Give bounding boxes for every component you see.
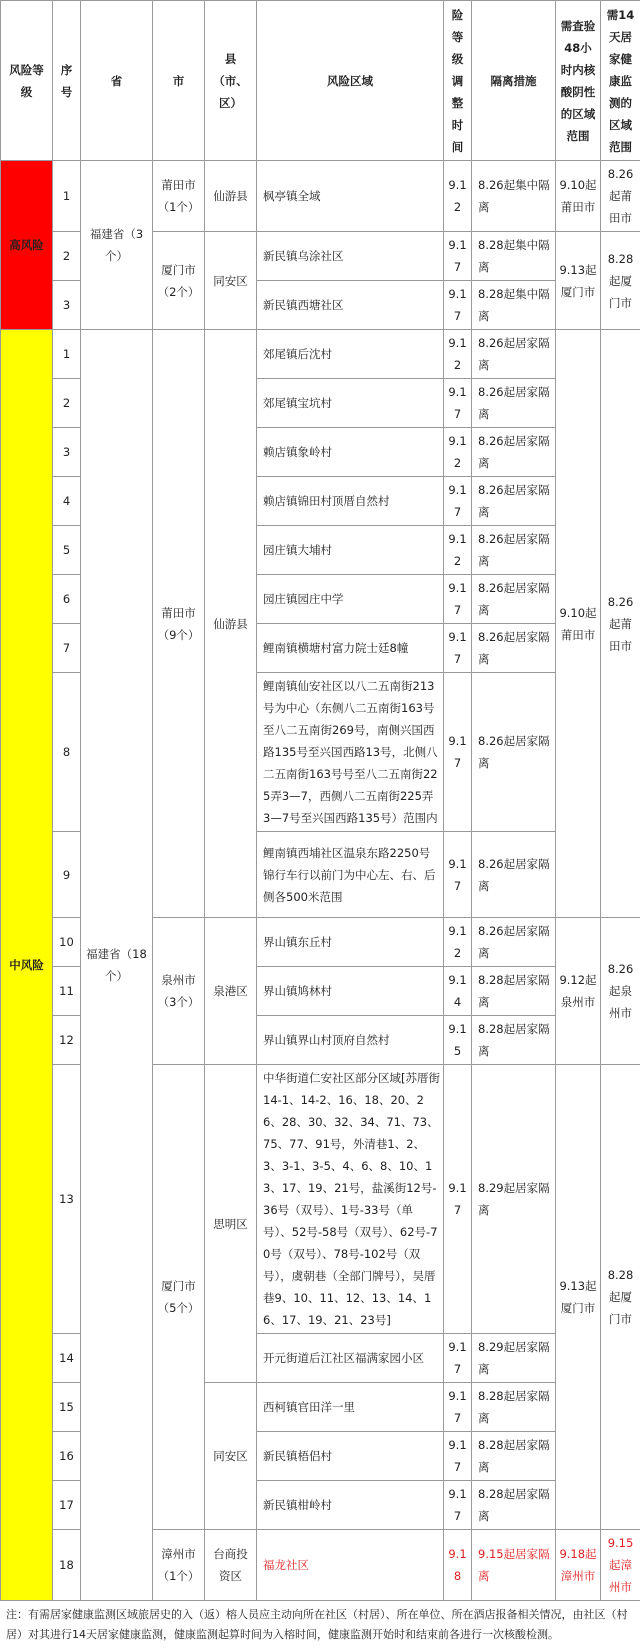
date-cell: 9.17 xyxy=(444,1065,472,1334)
area-cell: 新民镇柑岭村 xyxy=(257,1481,444,1530)
row-no: 16 xyxy=(53,1432,81,1481)
area-cell: 赖店镇锦田村顶厝自然村 xyxy=(257,477,444,526)
row-no: 6 xyxy=(53,575,81,624)
measure-cell: 8.26起居家隔离 xyxy=(472,428,556,477)
date-cell: 9.12 xyxy=(444,161,472,232)
footnote: 注：有需居家健康监测区域旅居史的入（返）榕人员应主动向所在社区（村居）、所在单位、所在酒店报备相关情况，由社区（村居）对其进行14天居家健康监测，健康监测起算时间为入榕时间，健康监测开始时和结束前各进行一次核酸检测。 xyxy=(0,1601,640,1649)
row-no: 5 xyxy=(53,526,81,575)
row-no: 12 xyxy=(53,1016,81,1065)
monitor-scope-cell: 9.15起漳州市 xyxy=(601,1530,640,1601)
measure-cell: 8.26起居家隔离 xyxy=(472,918,556,967)
row-no: 2 xyxy=(53,232,81,281)
area-cell: 园庄镇大埔村 xyxy=(257,526,444,575)
area-cell: 西柯镇官田洋一里 xyxy=(257,1383,444,1432)
province-cell: 福建省（18个） xyxy=(81,330,153,1601)
date-cell: 9.18 xyxy=(444,1530,472,1601)
header-no: 序号 xyxy=(53,1,81,161)
header-area: 风险区域 xyxy=(257,1,444,161)
area-cell: 界山镇界山村顶府自然村 xyxy=(257,1016,444,1065)
row-no: 1 xyxy=(53,330,81,379)
date-cell: 9.17 xyxy=(444,281,472,330)
measure-cell: 8.28起居家隔离 xyxy=(472,967,556,1016)
county-cell: 思明区 xyxy=(205,1065,257,1383)
row-no: 9 xyxy=(53,832,81,918)
date-cell: 9.17 xyxy=(444,1481,472,1530)
measure-cell: 8.26起居家隔离 xyxy=(472,379,556,428)
date-cell: 9.17 xyxy=(444,832,472,918)
city-cell: 泉州市（3个） xyxy=(153,918,205,1065)
measure-cell: 8.28起居家隔离 xyxy=(472,1383,556,1432)
county-cell: 仙游县 xyxy=(205,330,257,918)
test-scope-cell: 9.12起泉州市 xyxy=(556,918,601,1065)
row-no: 17 xyxy=(53,1481,81,1530)
area-cell: 园庄镇园庄中学 xyxy=(257,575,444,624)
date-cell: 9.12 xyxy=(444,330,472,379)
measure-cell: 8.28起集中隔离 xyxy=(472,281,556,330)
row-no: 1 xyxy=(53,161,81,232)
date-cell: 9.17 xyxy=(444,673,472,832)
date-cell: 9.14 xyxy=(444,967,472,1016)
date-cell: 9.17 xyxy=(444,232,472,281)
row-no: 14 xyxy=(53,1334,81,1383)
county-cell: 台商投资区 xyxy=(205,1530,257,1601)
province-cell: 福建省（3个） xyxy=(81,161,153,330)
measure-cell: 8.26起居家隔离 xyxy=(472,477,556,526)
date-cell: 9.17 xyxy=(444,624,472,673)
measure-cell: 8.26起居家隔离 xyxy=(472,526,556,575)
area-cell: 福龙社区 xyxy=(257,1530,444,1601)
area-cell: 赖店镇象岭村 xyxy=(257,428,444,477)
monitor-scope-cell: 8.28起厦门市 xyxy=(601,1065,640,1530)
city-cell: 莆田市（9个） xyxy=(153,330,205,918)
header-date: 险等级调整时间 xyxy=(444,1,472,161)
row-no: 4 xyxy=(53,477,81,526)
area-cell: 新民镇西塘社区 xyxy=(257,281,444,330)
row-no: 10 xyxy=(53,918,81,967)
test-scope-cell: 9.13起厦门市 xyxy=(556,1065,601,1530)
area-cell: 鲤南镇横塘村富力院士廷8幢 xyxy=(257,624,444,673)
measure-cell: 8.26起集中隔离 xyxy=(472,161,556,232)
row-no: 18 xyxy=(53,1530,81,1601)
area-cell: 新民镇梧侣村 xyxy=(257,1432,444,1481)
county-cell: 泉港区 xyxy=(205,918,257,1065)
measure-cell: 8.28起居家隔离 xyxy=(472,1016,556,1065)
measure-cell: 8.26起居家隔离 xyxy=(472,673,556,832)
date-cell: 9.17 xyxy=(444,575,472,624)
monitor-scope-cell: 8.26起莆田市 xyxy=(601,161,640,232)
date-cell: 9.12 xyxy=(444,918,472,967)
row-no: 7 xyxy=(53,624,81,673)
header-level: 风险等级 xyxy=(1,1,53,161)
test-scope-cell: 9.13起厦门市 xyxy=(556,232,601,330)
level-mid: 中风险 xyxy=(1,330,53,1601)
county-cell: 同安区 xyxy=(205,1383,257,1530)
header-monitor-scope: 需14天居家健康监测的区域范围 xyxy=(601,1,640,161)
city-cell: 莆田市（1个） xyxy=(153,161,205,232)
city-cell: 漳州市（1个） xyxy=(153,1530,205,1601)
row-no: 3 xyxy=(53,281,81,330)
test-scope-cell: 9.10起莆田市 xyxy=(556,330,601,918)
area-cell: 新民镇乌涂社区 xyxy=(257,232,444,281)
measure-cell: 8.26起居家隔离 xyxy=(472,832,556,918)
header-city: 市 xyxy=(153,1,205,161)
date-cell: 9.17 xyxy=(444,1334,472,1383)
row-no: 8 xyxy=(53,673,81,832)
measure-cell: 8.28起居家隔离 xyxy=(472,1432,556,1481)
measure-cell: 8.29起居家隔离 xyxy=(472,1334,556,1383)
measure-cell: 8.26起居家隔离 xyxy=(472,575,556,624)
monitor-scope-cell: 8.26起莆田市 xyxy=(601,330,640,918)
header-county: 县（市、区） xyxy=(205,1,257,161)
measure-cell: 8.26起居家隔离 xyxy=(472,624,556,673)
area-cell: 界山镇东丘村 xyxy=(257,918,444,967)
measure-cell: 8.28起居家隔离 xyxy=(472,1481,556,1530)
area-cell: 鲤南镇西埔社区温泉东路2250号锦行车行以前门为中心左、右、后侧各500米范围 xyxy=(257,832,444,918)
header-test-scope: 需查验48小时内核酸阴性的区域范围 xyxy=(556,1,601,161)
monitor-scope-cell: 8.28起厦门市 xyxy=(601,232,640,330)
level-high: 高风险 xyxy=(1,161,53,330)
test-scope-cell: 9.10起莆田市 xyxy=(556,161,601,232)
row-no: 13 xyxy=(53,1065,81,1334)
date-cell: 9.15 xyxy=(444,1016,472,1065)
date-cell: 9.17 xyxy=(444,477,472,526)
test-scope-cell: 9.18起漳州市 xyxy=(556,1530,601,1601)
area-cell: 中华街道仁安社区部分区域[苏厝街14-1、14-2、16、18、20、26、28、30、32、34、71、73、75、77、91号，外清巷1、2、3、3-1、3-5、4、6、8、10、13、17、19、21号，盐溪街12号-36号（双号）、1号-33号（单号）、52号-58号（双号）、62号-70号（双号）、78号-102号（双号），虞朝巷（全部门牌号），吴厝巷9、10、11、12、13、14、16、17、19、21、23号] xyxy=(257,1065,444,1334)
date-cell: 9.12 xyxy=(444,526,472,575)
measure-cell: 8.28起集中隔离 xyxy=(472,232,556,281)
date-cell: 9.17 xyxy=(444,1383,472,1432)
row-no: 3 xyxy=(53,428,81,477)
city-cell: 厦门市（2个） xyxy=(153,232,205,330)
area-cell: 开元街道后江社区福满家园小区 xyxy=(257,1334,444,1383)
header-measure: 隔离措施 xyxy=(472,1,556,161)
measure-cell: 9.15起居家隔离 xyxy=(472,1530,556,1601)
area-cell: 鲤南镇仙安社区以八二五南街213号为中心（东侧八二五南街163号至八二五南街269号，南侧兴国西路135号至兴国西路13号，北侧八二五南街163号号至八二五南街225弄3—7，西侧八二五南街225弄3—7号至兴国西路135号）范围内 xyxy=(257,673,444,832)
county-cell: 仙游县 xyxy=(205,161,257,232)
area-cell: 郊尾镇宝坑村 xyxy=(257,379,444,428)
county-cell: 同安区 xyxy=(205,232,257,330)
measure-cell: 8.29起居家隔离 xyxy=(472,1065,556,1334)
row-no: 2 xyxy=(53,379,81,428)
measure-cell: 8.26起居家隔离 xyxy=(472,330,556,379)
city-cell: 厦门市（5个） xyxy=(153,1065,205,1530)
monitor-scope-cell: 8.26起泉州市 xyxy=(601,918,640,1065)
date-cell: 9.17 xyxy=(444,379,472,428)
area-cell: 界山镇鸠林村 xyxy=(257,967,444,1016)
row-no: 15 xyxy=(53,1383,81,1432)
area-cell: 郊尾镇后沈村 xyxy=(257,330,444,379)
area-cell: 枫亭镇全域 xyxy=(257,161,444,232)
row-no: 11 xyxy=(53,967,81,1016)
header-province: 省 xyxy=(81,1,153,161)
date-cell: 9.12 xyxy=(444,428,472,477)
date-cell: 9.17 xyxy=(444,1432,472,1481)
